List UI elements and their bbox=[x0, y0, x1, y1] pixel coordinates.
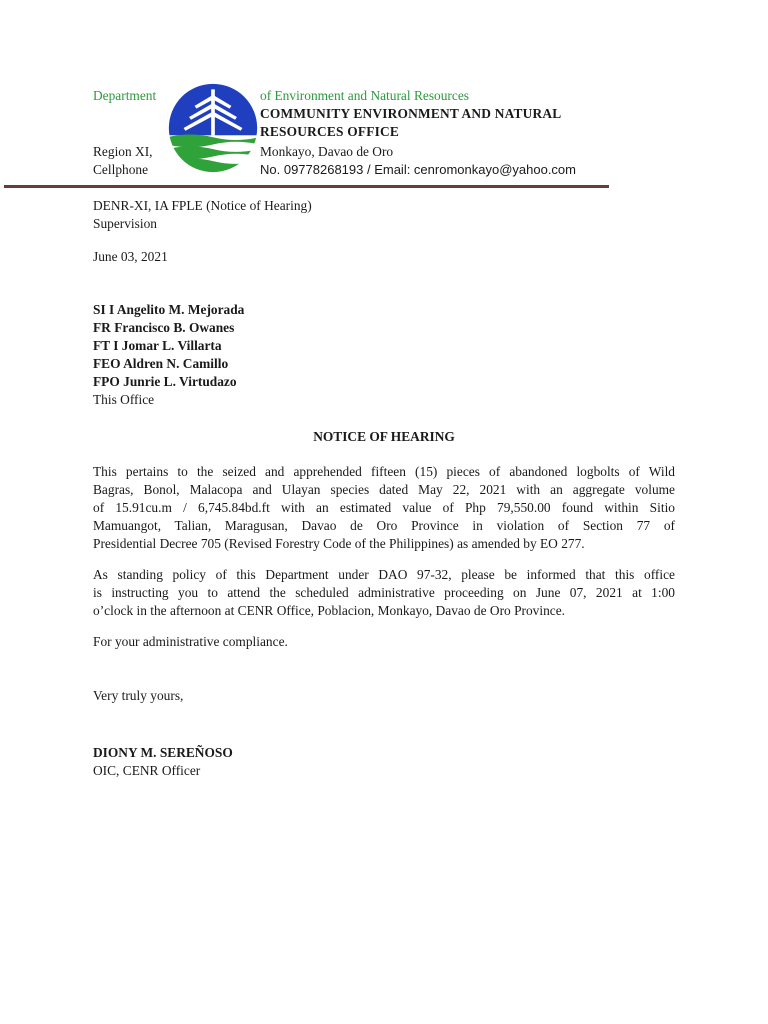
signatory-position: OIC, CENR Officer bbox=[93, 763, 201, 778]
paragraph-2-line: As standing policy of this Department under DAO 97-32, please be informed that this office bbox=[93, 567, 675, 582]
cellphone-label: Cellphone bbox=[93, 162, 149, 177]
recipient-5: FPO Junrie L. Virtudazo bbox=[93, 374, 237, 389]
region-label: Region XI, bbox=[93, 144, 153, 159]
recipient-2: FR Francisco B. Owanes bbox=[93, 320, 235, 335]
contact-info: No. 09778268193 / Email: cenromonkayo@yahoo.com bbox=[260, 162, 576, 177]
letter-date: June 03, 2021 bbox=[93, 249, 168, 264]
recipient-1: SI I Angelito M. Mejorada bbox=[93, 302, 245, 317]
recipient-3: FT I Jomar L. Villarta bbox=[93, 338, 222, 353]
signatory-name: DIONY M. SEREÑOSO bbox=[93, 745, 233, 760]
recipient-4: FEO Aldren N. Camillo bbox=[93, 356, 229, 371]
paragraph-1-line: of 15.91cu.m / 6,745.84bd.ft with an estimated value of Php 79,550.00 found within Sitio bbox=[93, 500, 675, 515]
denr-logo-icon bbox=[167, 82, 259, 174]
paragraph-1 bbox=[93, 463, 675, 553]
notice-title: NOTICE OF HEARING bbox=[313, 429, 455, 444]
office-name-line1: COMMUNITY ENVIRONMENT AND NATURAL bbox=[260, 106, 562, 121]
paragraph-2 bbox=[93, 566, 675, 620]
header-divider bbox=[4, 185, 609, 188]
reference-line1: DENR-XI, IA FPLE (Notice of Hearing) bbox=[93, 198, 312, 213]
paragraph-2-line: is instructing you to attend the scheduled administrative proceeding on June 07, 2021 at 1:00 bbox=[93, 585, 675, 600]
office-address: Monkayo, Davao de Oro bbox=[260, 144, 394, 159]
department-label: Department bbox=[93, 88, 157, 103]
paragraph-1-line: Mamuangot, Talian, Maragusan, Davao de Oro Province in violation of Section 77 of bbox=[93, 518, 675, 533]
closing: Very truly yours, bbox=[93, 688, 184, 703]
paragraph-1-line: Bagras, Bonol, Malacopa and Ulayan species dated May 22, 2021 with an aggregate volume bbox=[93, 482, 675, 497]
paragraph-1-line: Presidential Decree 705 (Revised Forestry Code of the Philippines) as amended by EO 277. bbox=[93, 536, 585, 551]
office-name-line2: RESOURCES OFFICE bbox=[260, 124, 399, 139]
paragraph-2-line: o’clock in the afternoon at CENR Office, Poblacion, Monkayo, Davao de Oro Province. bbox=[93, 603, 566, 618]
department-name: of Environment and Natural Resources bbox=[260, 88, 469, 103]
reference-line2: Supervision bbox=[93, 216, 157, 231]
paragraph-1-line: This pertains to the seized and apprehended fifteen (15) pieces of abandoned logbolts of Wild bbox=[93, 464, 675, 479]
recipient-office: This Office bbox=[93, 392, 155, 407]
paragraph-3: For your administrative compliance. bbox=[93, 634, 288, 649]
